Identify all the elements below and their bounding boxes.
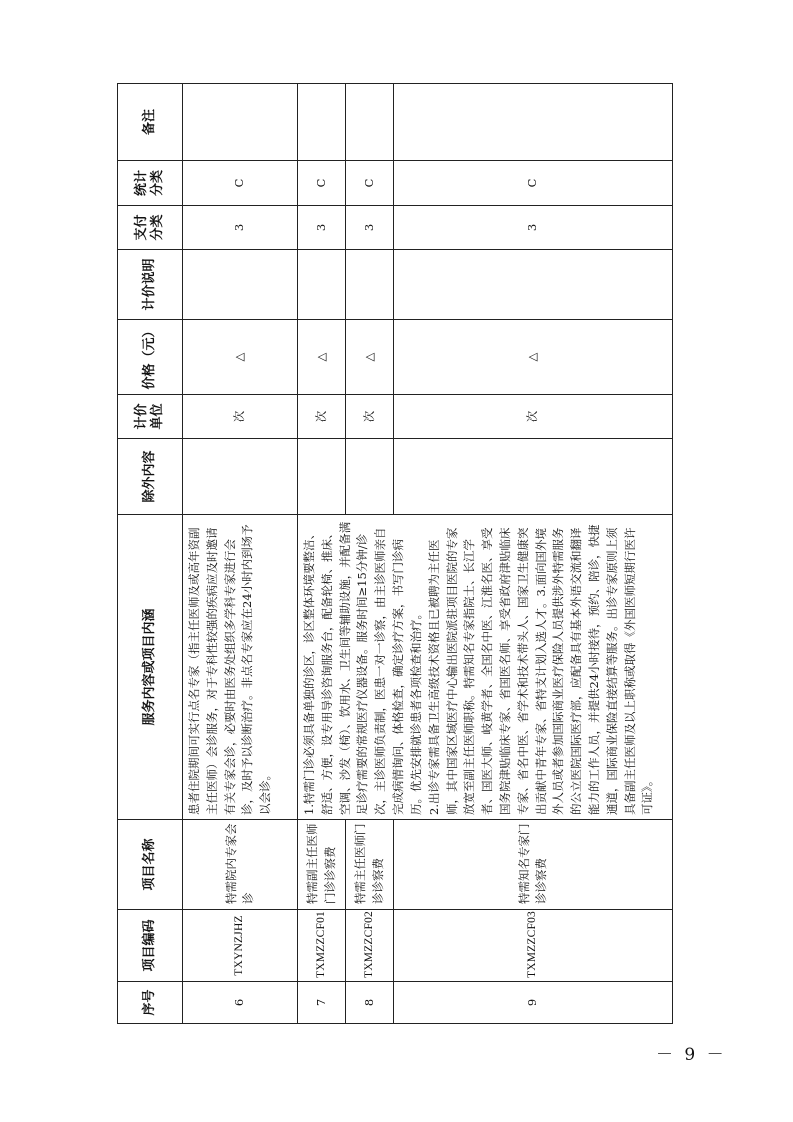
cell-stat-class: C bbox=[346, 161, 394, 206]
cell-remark bbox=[298, 84, 346, 161]
header-payment-class: 支付分类 bbox=[118, 206, 183, 250]
cell-pricing-note bbox=[346, 250, 394, 320]
cell-code: TXMZZCF03 bbox=[394, 910, 673, 982]
rotated-table-frame bbox=[117, 84, 667, 1024]
header-content: 服务内容或项目内涵 bbox=[118, 515, 183, 820]
cell-seq: 6 bbox=[183, 982, 298, 1024]
cell-seq: 7 bbox=[298, 982, 346, 1024]
table-row bbox=[298, 84, 346, 1024]
cell-price: △ bbox=[298, 320, 346, 395]
content-part-2: 2.出诊专家需具备卫生高级技术资格且已被聘为主任医师，其中国家区域医疗中心输出医院派驻项目医院的专家放宽至副主任医师职称。特需知名专家指院士、长江学者、国医大师、岐黄学者、全国名中医、江淮名医、享受国务院津贴临床专家、省国医名师、享受省政府津贴临床专家、省名中医、省学术和技术带头人、国家卫生健康突出贡献中青年专家、省特支计划入选人才。3.面向国外境外人员或者参加国际商业医疗保险人员提供涉外特需服务的公立医院国际医疗部，应配备具有基本外语交流和翻译能力的工作人员，并提供24小时接待，预约、陪诊，快捷通道，国际商业保险直接结算等服务。出诊专家原则上须具备副主任医师及以上职称或取得《外国医师短期行医许可证》。 bbox=[426, 524, 655, 815]
cell-code: TXMZZCF02 bbox=[346, 910, 394, 982]
cell-unit: 次 bbox=[346, 395, 394, 439]
cell-payment-class: 3 bbox=[183, 206, 298, 250]
cell-stat-class: C bbox=[394, 161, 673, 206]
cell-name: 特需知名专家门诊诊察费 bbox=[394, 820, 673, 910]
cell-payment-class: 3 bbox=[298, 206, 346, 250]
cell-name: 特需院内专家会诊 bbox=[183, 820, 298, 910]
table-header-row bbox=[118, 84, 183, 1024]
header-stat-class: 统计分类 bbox=[118, 161, 183, 206]
cell-unit: 次 bbox=[298, 395, 346, 439]
cell-code: TXYNZJHZ bbox=[183, 910, 298, 982]
cell-excluded bbox=[394, 439, 673, 515]
cell-content-merged bbox=[298, 515, 673, 820]
header-price: 价格（元） bbox=[118, 320, 183, 395]
cell-code: TXMZZCF01 bbox=[298, 910, 346, 982]
cell-excluded bbox=[298, 439, 346, 515]
cell-name: 特需主任医师门诊诊察费 bbox=[346, 820, 394, 910]
cell-price: △ bbox=[346, 320, 394, 395]
header-name: 项目名称 bbox=[118, 820, 183, 910]
header-pricing-note: 计价说明 bbox=[118, 250, 183, 320]
cell-remark bbox=[346, 84, 394, 161]
cell-payment-class: 3 bbox=[394, 206, 673, 250]
cell-price: △ bbox=[394, 320, 673, 395]
header-seq: 序号 bbox=[118, 982, 183, 1024]
content-part-1: 1.特需门诊必须具备单独的诊区，诊区整体环境要整洁、舒适、方便，设专用导诊咨询服务台，配备轮椅、推床、空调、沙发（椅）、饮用水、卫生间等辅助设施，并配备满足诊疗需要的常规医疗仪器设备。服务时间≥15分钟/诊次，主诊医师负责制，医患一对一诊察，由主诊医师亲自完成病情询问、体格检查，确定诊疗方案，书写门诊病历。优先安排就诊患者各项检查和治疗。 bbox=[302, 521, 423, 815]
cell-excluded bbox=[183, 439, 298, 515]
header-excluded: 除外内容 bbox=[118, 439, 183, 515]
cell-remark bbox=[183, 84, 298, 161]
cell-payment-class: 3 bbox=[346, 206, 394, 250]
cell-name: 特需副主任医师门诊诊察费 bbox=[298, 820, 346, 910]
cell-seq: 9 bbox=[394, 982, 673, 1024]
page-number: － 9 － bbox=[656, 1045, 727, 1065]
cell-pricing-note bbox=[298, 250, 346, 320]
cell-seq: 8 bbox=[346, 982, 394, 1024]
cell-content: 患者住院期间可实行点名专家（指主任医师及或高年资副主任医师）会诊服务，对于专科性较强的疾病应及时邀请有关专家会诊，必要时由医务处组织多学科专家进行会诊，及时予以诊断治疗。非点名专家应在24小时内到场予以会诊。 bbox=[183, 515, 298, 820]
cell-unit: 次 bbox=[183, 395, 298, 439]
cell-pricing-note bbox=[183, 250, 298, 320]
cell-unit: 次 bbox=[394, 395, 673, 439]
cell-stat-class: C bbox=[183, 161, 298, 206]
medical-service-fee-table bbox=[117, 83, 673, 1024]
table-row bbox=[183, 84, 298, 1024]
header-remark: 备注 bbox=[118, 84, 183, 161]
cell-excluded bbox=[346, 439, 394, 515]
header-unit: 计价单位 bbox=[118, 395, 183, 439]
cell-remark bbox=[394, 84, 673, 161]
cell-pricing-note bbox=[394, 250, 673, 320]
header-code: 项目编码 bbox=[118, 910, 183, 982]
rotated-table-inner bbox=[117, 84, 667, 1024]
cell-price: △ bbox=[183, 320, 298, 395]
cell-stat-class: C bbox=[298, 161, 346, 206]
